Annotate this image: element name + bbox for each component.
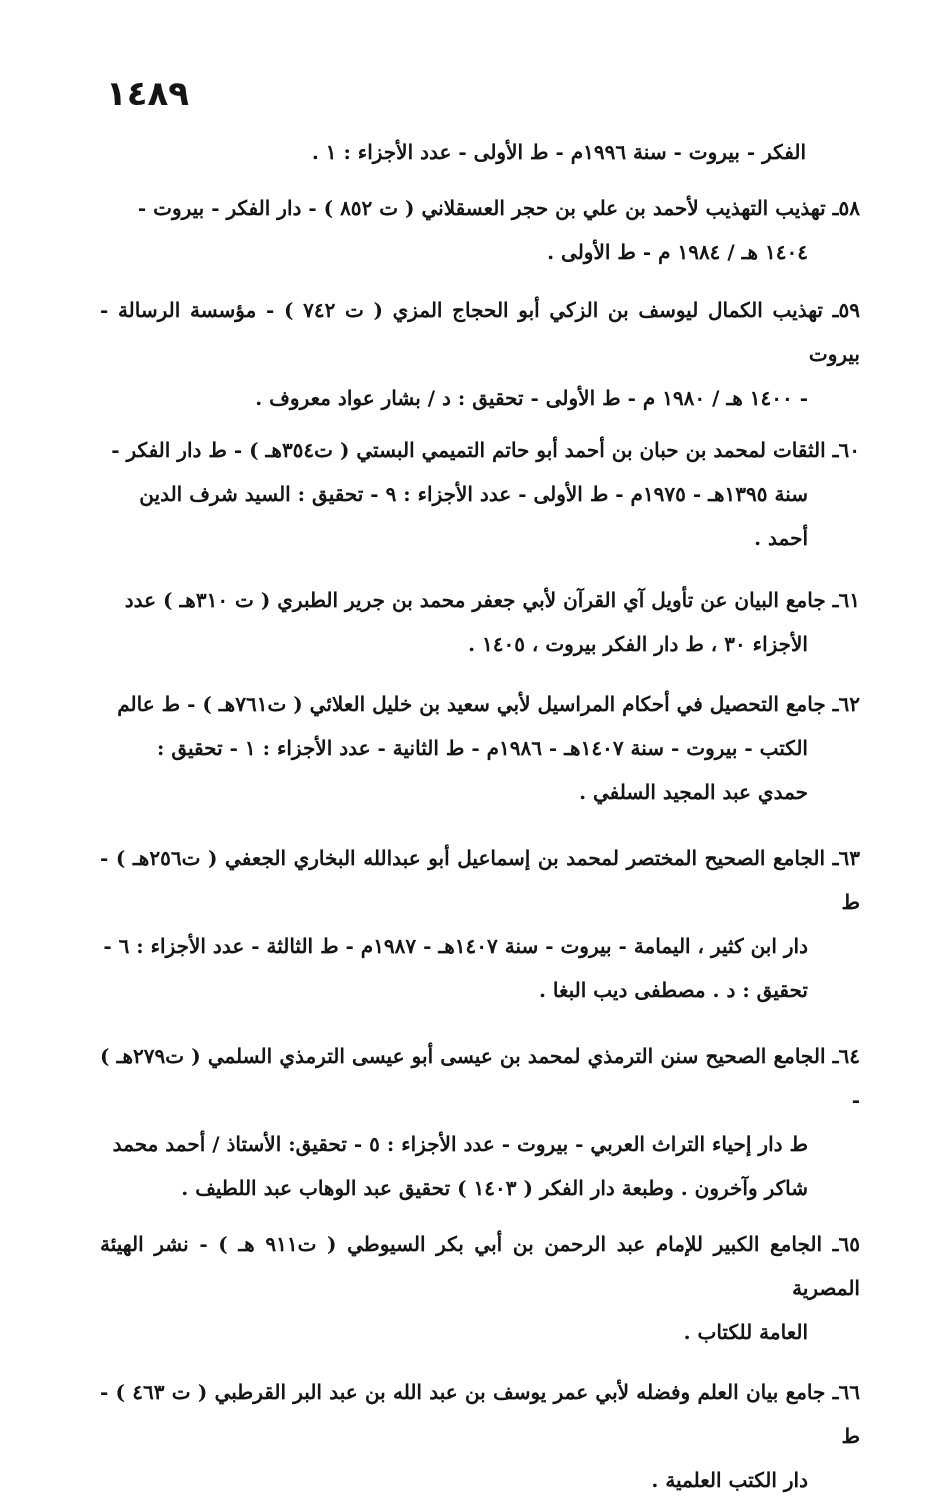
continued-entry-text: الفكر - بيروت - سنة ١٩٩٦م - ط الأولى - عدد الأجزاء : ١ . [311, 140, 806, 164]
entry-line: ٦٥ـ الجامع الكبير للإمام عبد الرحمن بن أبي بكر السيوطي ( ت٩١١ هـ ) - نشر الهيئة المصرية [100, 1232, 860, 1300]
bibliography-entry-58 [100, 186, 860, 274]
entry-line: ٦٢ـ جامع التحصيل في أحكام المراسيل لأبي سعيد بن خليل العلائي ( ت٧٦١هـ ) - ط عالم [117, 692, 860, 716]
entry-line: دار ابن كثير ، اليمامة - بيروت - سنة ١٤٠٧هـ - ١٩٨٧م - ط الثالثة - عدد الأجزاء : ٦ - [103, 934, 808, 958]
entry-line: أحمد . [754, 526, 808, 550]
entry-line: تحقيق : د . مصطفى ديب البغا . [538, 978, 808, 1002]
entry-line: ٦٤ـ الجامع الصحيح سنن الترمذي لمحمد بن عيسى أبو عيسى الترمذي السلمي ( ت٢٧٩هـ ) - [100, 1044, 860, 1112]
entry-line: - ١٤٠٠ هـ / ١٩٨٠ م - ط الأولى - تحقيق : د / بشار عواد معروف . [255, 386, 808, 410]
entry-line: ٦٣ـ الجامع الصحيح المختصر لمحمد بن إسماعيل أبو عبدالله البخاري الجعفي ( ت٢٥٦هـ ) - ط [100, 846, 860, 914]
bibliography-entry-59 [100, 288, 860, 420]
bibliography-entry-60 [100, 428, 860, 560]
entry-line: الأجزاء ٣٠ ، ط دار الفكر بيروت ، ١٤٠٥ . [468, 632, 808, 656]
bibliography-entry-66 [100, 1370, 860, 1502]
bibliography-entry-63 [100, 836, 860, 1012]
entry-line: ط دار إحياء التراث العربي - بيروت - عدد الأجزاء : ٥ - تحقيق: الأستاذ / أحمد محمد [112, 1132, 808, 1156]
entry-line: ٦٦ـ جامع بيان العلم وفضله لأبي عمر يوسف بن عبد الله بن عبد البر القرطبي ( ت ٤٦٣ ) - ط [100, 1380, 860, 1448]
entry-line: ٥٨ـ تهذيب التهذيب لأحمد بن علي بن حجر العسقلاني ( ت ٨٥٢ ) - دار الفكر - بيروت - [137, 196, 860, 220]
entry-line: الكتب - بيروت - سنة ١٤٠٧هـ - ١٩٨٦م - ط الثانية - عدد الأجزاء : ١ - تحقيق : [157, 736, 808, 760]
entry-line: حمدي عبد المجيد السلفي . [579, 780, 808, 804]
page-number: ١٤٨٩ [106, 74, 190, 114]
bibliography-entry-65 [100, 1222, 860, 1354]
entry-line: ٦٠ـ الثقات لمحمد بن حبان بن أحمد أبو حاتم التميمي البستي ( ت٣٥٤هـ ) - ط دار الفكر - [111, 438, 860, 462]
entry-line: ٦١ـ جامع البيان عن تأويل آي القرآن لأبي جعفر محمد بن جرير الطبري ( ت ٣١٠هـ ) عدد [124, 588, 860, 612]
entry-line: ٥٩ـ تهذيب الكمال ليوسف بن الزكي أبو الحجاج المزي ( ت ٧٤٢ ) - مؤسسة الرسالة - بيروت [100, 298, 860, 366]
bibliography-entry-62 [100, 682, 860, 814]
entry-line: ١٤٠٤ هـ / ١٩٨٤ م - ط الأولى . [547, 240, 808, 264]
entry-line: دار الكتب العلمية . [651, 1468, 808, 1492]
entry-line: العامة للكتاب . [683, 1320, 808, 1344]
entry-line: شاكر وآخرون . وطبعة دار الفكر ( ١٤٠٣ ) تحقيق عبد الوهاب عبد اللطيف . [181, 1176, 808, 1200]
bibliography-list [100, 130, 860, 1508]
entry-line: سنة ١٣٩٥هـ - ١٩٧٥م - ط الأولى - عدد الأجزاء : ٩ - تحقيق : السيد شرف الدين [139, 482, 808, 506]
bibliography-entry-61 [100, 578, 860, 666]
bibliography-entry-64 [100, 1034, 860, 1210]
